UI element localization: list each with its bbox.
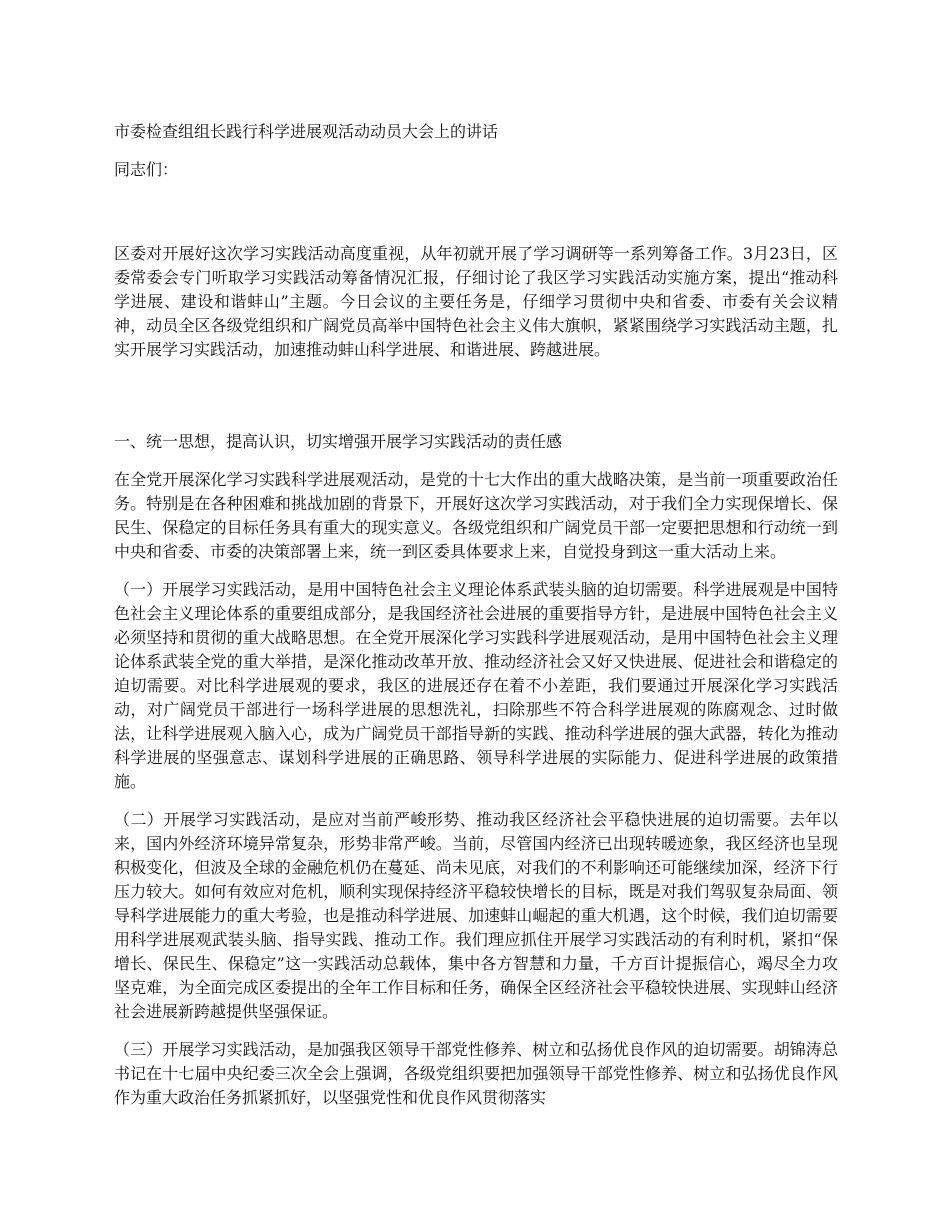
intro-paragraph: 区委对开展好这次学习实践活动高度重视，从年初就开展了学习调研等一系列筹备工作。3月23日，区委常委会专门听取学习实践活动筹备情况汇报，仔细讨论了我区学习实践活动实施方案，提出“推动科学进展、建设和谐蚌山”主题。今日会议的主要任务是，仔细学习贯彻中央和省委、市委有关会议精神，动员全区各级党组织和广阔党员高举中国特色社会主义伟大旗帜，紧紧围绕学习实践活动主题，扎实开展学习实践活动，加速推动蚌山科学进展、和谐进展、跨越进展。: [114, 244, 838, 359]
document-page: [114, 120, 838, 1110]
section-heading: 一、统一思想，提高认识，切实增强开展学习实践活动的责任感: [114, 432, 563, 451]
subsection-paragraph-2: （二）开展学习实践活动，是应对当前严峻形势、推动我区经济社会平稳快进展的迫切需要。去年以来，国内外经济环境异常复杂，形势非常严峻。当前，尽管国内经济已出现转暖迹象，我区经济也呈现积极变化，但波及全球的金融危机仍在蔓延、尚未见底，对我们的不利影响还可能继续加深，经济下行压力较大。如何有效应对危机，顺利实现保持经济平稳较快增长的目标，既是对我们驾驭复杂局面、领导科学进展能力的重大考验，也是推动科学进展、加速蚌山崛起的重大机遇，这个时候，我们迫切需要用科学进展观武装头脑、指导实践、推动工作。我们理应抓住开展学习实践活动的有利时机，紧扣“保增长、保民生、保稳定”这一实践活动总载体，集中各方智慧和力量，千方百计提振信心，竭尽全力攻坚克难，为全面完成区委提出的全年工作目标和任务，确保全区经济社会平稳较快进展、实现蚌山经济社会进展新跨越提供坚强保证。: [114, 810, 838, 1021]
subsection-paragraph-1: （一）开展学习实践活动，是用中国特色社会主义理论体系武装头脑的迫切需要。科学进展观是中国特色社会主义理论体系的重要组成部分，是我国经济社会进展的重要指导方针，是进展中国特色社会主义必须坚持和贯彻的重大战略思想。在全党开展深化学习实践科学进展观活动，是用中国特色社会主义理论体系武装全党的重大举措，是深化推动改革开放、推动经济社会又好又快进展、促进社会和谐稳定的迫切需要。对比科学进展观的要求，我区的进展还存在着不小差距，我们要通过开展深化学习实践活动，对广阔党员干部进行一场科学进展的思想洗礼，扫除那些不符合科学进展观的陈腐观念、过时做法，让科学进展观入脑入心，成为广阔党员干部指导新的实践、推动科学进展的强大武器，转化为推动科学进展的坚强意志、谋划科学进展的正确思路、领导科学进展的实际能力、促进科学进展的政策措施。: [114, 580, 838, 791]
subsection-paragraph-3: （三）开展学习实践活动，是加强我区领导干部党性修养、树立和弘扬优良作风的迫切需要。胡锦涛总书记在十七届中央纪委三次全会上强调，各级党组织要把加强领导干部党性修养、树立和弘扬优良作风作为重大政治任务抓紧抓好，以坚强党性和优良作风贯彻落实: [114, 1040, 838, 1107]
salutation: 同志们：: [114, 160, 179, 179]
section-paragraph: 在全党开展深化学习实践科学进展观活动，是党的十七大作出的重大战略决策，是当前一项重要政治任务。特别是在各种困难和挑战加剧的背景下，开展好这次学习实践活动，对于我们全力实现保增长、保民生、保稳定的目标任务具有重大的现实意义。各级党组织和广阔党员干部一定要把思想和行动统一到中央和省委、市委的决策部署上来，统一到区委具体要求上来，自觉投身到这一重大活动上来。: [114, 470, 838, 561]
document-title: 市委检查组组长践行科学进展观活动动员大会上的讲话: [114, 122, 499, 141]
